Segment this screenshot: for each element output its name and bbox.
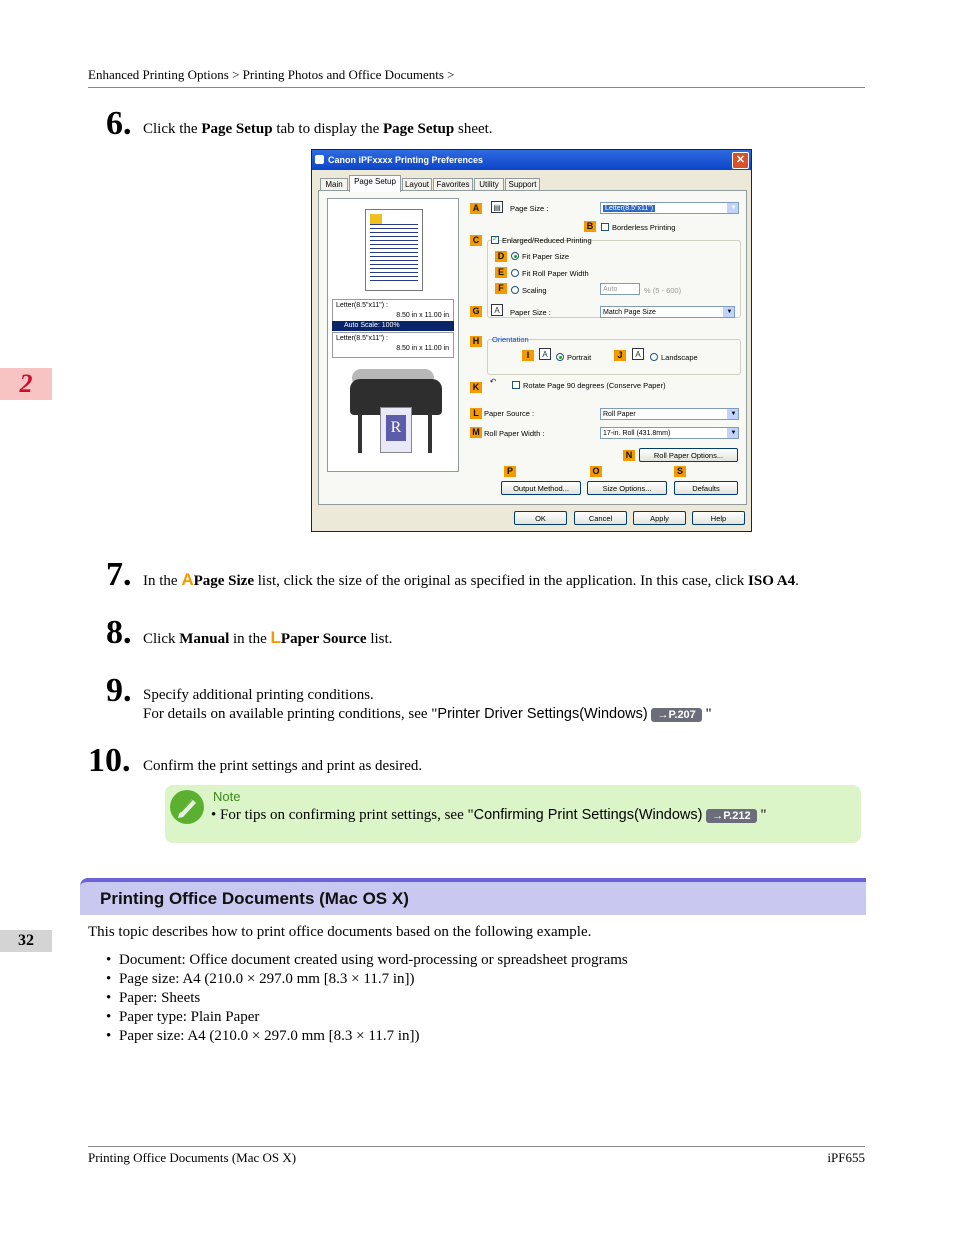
section-intro: This topic describes how to print office documents based on the following example.: [88, 924, 592, 940]
close-icon[interactable]: ✕: [732, 152, 749, 169]
callout-b: B: [584, 221, 596, 232]
tab-layout[interactable]: Layout: [402, 178, 432, 191]
note-text: • For tips on confirming print settings, see "Confirming Print Settings(Windows) →P.212 ": [211, 807, 767, 823]
callout-e: E: [495, 267, 507, 278]
example-list: [106, 951, 628, 1046]
list-item: • Paper size: A4 (210.0 × 297.0 mm [8.3 × 11.7 in]): [106, 1027, 628, 1046]
callout-o: O: [590, 466, 602, 477]
preview-text-lines: [370, 224, 418, 284]
size-options-button[interactable]: Size Options...: [587, 481, 667, 495]
list-item: • Page size: A4 (210.0 × 297.0 mm [8.3 × 11.7 in]): [106, 970, 628, 989]
enlarged-checkbox[interactable]: ✓: [492, 236, 498, 243]
paper-size-info: Letter(8.5"x11") : 8.50 in x 11.00 in: [332, 332, 454, 358]
tab-favorites[interactable]: Favorites: [433, 178, 473, 191]
fit-roll-radio[interactable]: [511, 269, 519, 277]
scaling-label: Scaling: [522, 286, 547, 295]
ok-button[interactable]: OK: [514, 511, 567, 525]
page-preview: [365, 209, 423, 291]
callout-p: P: [504, 466, 516, 477]
auto-scale-bar: Auto Scale: 100%: [332, 321, 454, 331]
callout-f: F: [495, 283, 507, 294]
callout-j: J: [614, 350, 626, 361]
portrait-icon: A: [539, 348, 551, 360]
step-text: Click Manual in the LPaper Source list.: [143, 628, 393, 647]
pencil-icon: [170, 790, 204, 824]
cancel-button[interactable]: Cancel: [574, 511, 627, 525]
chevron-down-icon[interactable]: ▼: [727, 428, 738, 438]
callout-s: S: [674, 466, 686, 477]
preview-image: [370, 214, 382, 224]
scaling-range: % (5 - 600): [644, 286, 682, 295]
portrait-radio[interactable]: [556, 353, 564, 361]
step-number: 8.: [106, 614, 132, 651]
landscape-label: Landscape: [661, 353, 698, 362]
defaults-button[interactable]: Defaults: [674, 481, 738, 495]
callout-i: I: [522, 350, 534, 361]
page-reference[interactable]: →P.212: [706, 809, 756, 823]
list-item: • Document: Office document created using word-processing or spreadsheet programs: [106, 951, 628, 970]
rotate-checkbox[interactable]: [512, 381, 520, 389]
chevron-down-icon[interactable]: ▼: [727, 203, 738, 213]
callout-n: N: [623, 450, 635, 461]
tab-main[interactable]: Main: [320, 178, 348, 191]
callout-k: K: [470, 382, 482, 393]
paper-size-select[interactable]: Match Page Size ▼: [600, 306, 735, 318]
header-rule: [88, 87, 865, 88]
orientation-label: Orientation: [492, 335, 529, 344]
callout-h: H: [470, 336, 482, 347]
footer-rule: [88, 1146, 865, 1147]
tab-support[interactable]: Support: [505, 178, 540, 191]
callout-c: C: [470, 235, 482, 246]
paper-source-label: Paper Source :: [484, 409, 535, 418]
rotate-label: Rotate Page 90 degrees (Conserve Paper): [523, 381, 666, 390]
sheet-letter: R: [386, 415, 406, 441]
footer-title: Printing Office Documents (Mac OS X): [88, 1150, 297, 1165]
page-size-label: Page Size :: [510, 204, 549, 213]
list-item: • Paper type: Plain Paper: [106, 1008, 628, 1027]
paper-size-icon: A: [491, 304, 503, 316]
page-reference[interactable]: →P.207: [651, 708, 701, 722]
scaling-input[interactable]: Auto: [600, 283, 640, 295]
preview-area: [327, 198, 459, 472]
callout-d: D: [495, 251, 507, 262]
list-item: • Paper: Sheets: [106, 989, 628, 1008]
landscape-icon: A: [632, 348, 644, 360]
printer-app-icon: [315, 155, 324, 164]
paper-source-select[interactable]: Roll Paper ▼: [600, 408, 739, 420]
step-number: 9.: [106, 672, 132, 709]
apply-button[interactable]: Apply: [633, 511, 686, 525]
breadcrumb: Enhanced Printing Options > Printing Photos and Office Documents >: [88, 67, 455, 82]
rotate-icon: ↶: [489, 377, 497, 386]
printer-driver-link[interactable]: Printer Driver Settings(Windows): [437, 706, 648, 722]
page-size-info: Letter(8.5"x11") : 8.50 in x 11.00 in: [332, 299, 454, 325]
printer-leg: [428, 413, 432, 453]
chevron-down-icon[interactable]: ▼: [727, 409, 738, 419]
printer-leg: [358, 413, 362, 453]
step-number: 7.: [106, 556, 132, 593]
step-text: Specify additional printing conditions. For details on available printing conditions, see "Printer Driver Settings(Windows) →P.207 ": [143, 687, 712, 722]
help-button[interactable]: Help: [692, 511, 745, 525]
scaling-radio[interactable]: [511, 286, 519, 294]
callout-m: M: [470, 427, 482, 438]
fit-paper-radio[interactable]: [511, 252, 519, 260]
roll-width-label: Roll Paper Width :: [484, 429, 545, 438]
callout-g: G: [470, 306, 482, 317]
enlarged-label: Enlarged/Reduced Printing: [502, 236, 592, 245]
chevron-down-icon[interactable]: ▼: [723, 307, 734, 317]
step-number: 6.: [106, 105, 132, 142]
portrait-label: Portrait: [567, 353, 592, 362]
borderless-label: Borderless Printing: [612, 223, 676, 232]
dialog-title-bar: [312, 150, 751, 170]
roll-options-button[interactable]: Roll Paper Options...: [639, 448, 738, 462]
step-text: Confirm the print settings and print as desired.: [143, 758, 423, 774]
step-number: 10.: [88, 742, 131, 779]
page-size-select[interactable]: Letter(8.5"x11") ▼: [600, 202, 739, 214]
fit-paper-label: Fit Paper Size: [522, 252, 570, 261]
callout-l: L: [470, 408, 482, 419]
step-text: In the APage Size list, click the size of the original as specified in the application. In this case, click ISO A4.: [143, 570, 799, 589]
borderless-checkbox[interactable]: [601, 223, 609, 231]
printer-illustration: [346, 367, 444, 463]
chapter-tab[interactable]: 2: [0, 368, 52, 400]
footer-model: iPF655: [827, 1150, 865, 1165]
dialog-title: Canon iPFxxxx Printing Preferences: [328, 155, 484, 165]
output-method-button[interactable]: Output Method...: [501, 481, 581, 495]
page-number: 32: [0, 930, 52, 952]
tab-utility[interactable]: Utility: [474, 178, 504, 191]
callout-a: A: [470, 203, 482, 214]
page-size-icon: ▤: [491, 201, 503, 213]
confirming-settings-link[interactable]: Confirming Print Settings(Windows): [473, 807, 703, 823]
paper-size-label: Paper Size :: [510, 308, 551, 317]
printing-preferences-dialog: [311, 149, 752, 532]
section-title: Printing Office Documents (Mac OS X): [100, 889, 409, 908]
step-text: Click the Page Setup tab to display the Page Setup sheet.: [143, 121, 493, 137]
roll-width-select[interactable]: 17-in. Roll (431.8mm) ▼: [600, 427, 739, 439]
tab-page-setup[interactable]: Page Setup: [349, 175, 401, 192]
note-label: Note: [213, 789, 241, 804]
fit-roll-label: Fit Roll Paper Width: [522, 269, 589, 278]
landscape-radio[interactable]: [650, 353, 658, 361]
